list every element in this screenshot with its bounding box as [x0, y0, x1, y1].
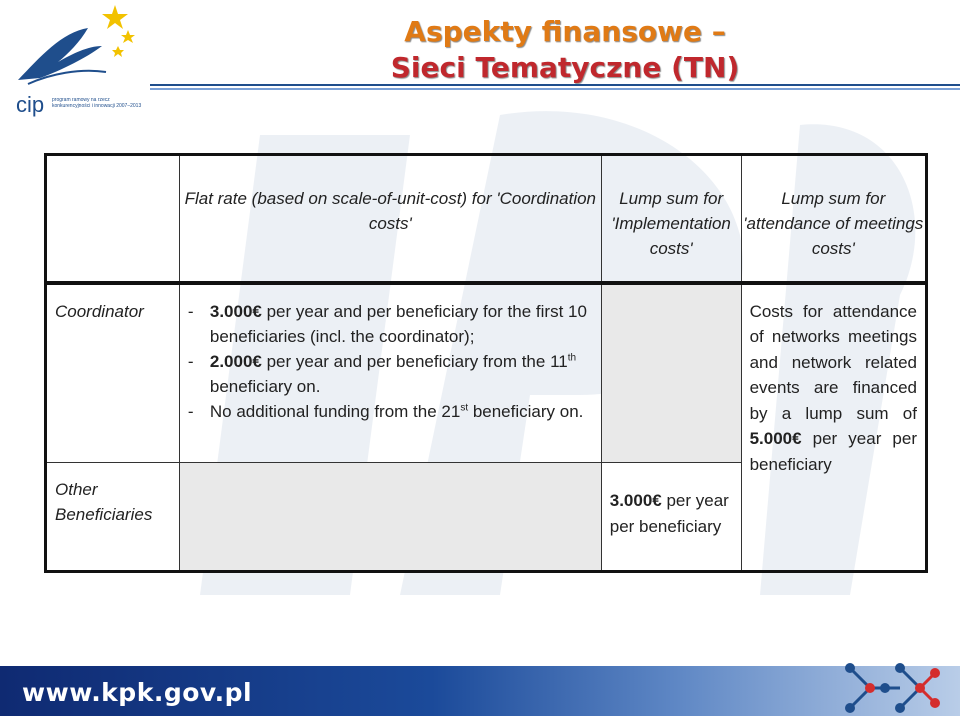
slide-title: [300, 14, 830, 86]
row-label-other-beneficiaries: Other Beneficiaries: [46, 463, 180, 572]
table-header-row: [46, 155, 927, 283]
list-item: - 2.000€ per year and per beneficiary from the 11th beneficiary on.: [187, 351, 577, 396]
footer-url: www.kpk.gov.pl: [22, 678, 253, 707]
list-item: - 3.000€ per year and per beneficiary for the first 10 beneficiaries (incl. the coordinator);: [187, 301, 587, 346]
table-row-coordinator: [46, 283, 927, 463]
footer: [0, 658, 960, 716]
header-cell-empty: [46, 155, 180, 283]
coordinator-implementation-cell-empty: [601, 283, 741, 463]
cip-logo-text: cip: [16, 92, 45, 117]
network-logo-icon: [830, 658, 960, 716]
title-line-1: Aspekty finansowe –: [404, 15, 726, 48]
coordination-rules-list: [180, 285, 601, 424]
header-cell-meetings: Lump sum for 'attendance of meetings costs': [741, 155, 926, 283]
header-cell-implementation: Lump sum for 'Implementation costs': [601, 155, 741, 283]
row-label-coordinator: Coordinator: [46, 283, 180, 463]
financing-table: [44, 153, 928, 573]
header-cell-coordination: Flat rate (based on scale-of-unit-cost) for 'Coordination costs': [179, 155, 601, 283]
meetings-costs-cell: Costs for attendance of networks meetings and network related events are financed by a lump sum of 5.000€ per year per beneficiary: [741, 283, 926, 572]
cip-logo-subtitle: program ramowy na rzecz konkurencyjności i innowacji 2007–2013: [52, 97, 142, 109]
header-rule: [150, 84, 960, 98]
other-implementation-cell: 3.000€ per year per beneficiary: [601, 463, 741, 572]
list-item: - No additional funding from the 21st beneficiary on.: [187, 401, 584, 421]
other-coordination-cell-empty: [179, 463, 601, 572]
title-line-2: Sieci Tematyczne (TN): [390, 51, 740, 84]
coordination-costs-cell: [179, 283, 601, 463]
